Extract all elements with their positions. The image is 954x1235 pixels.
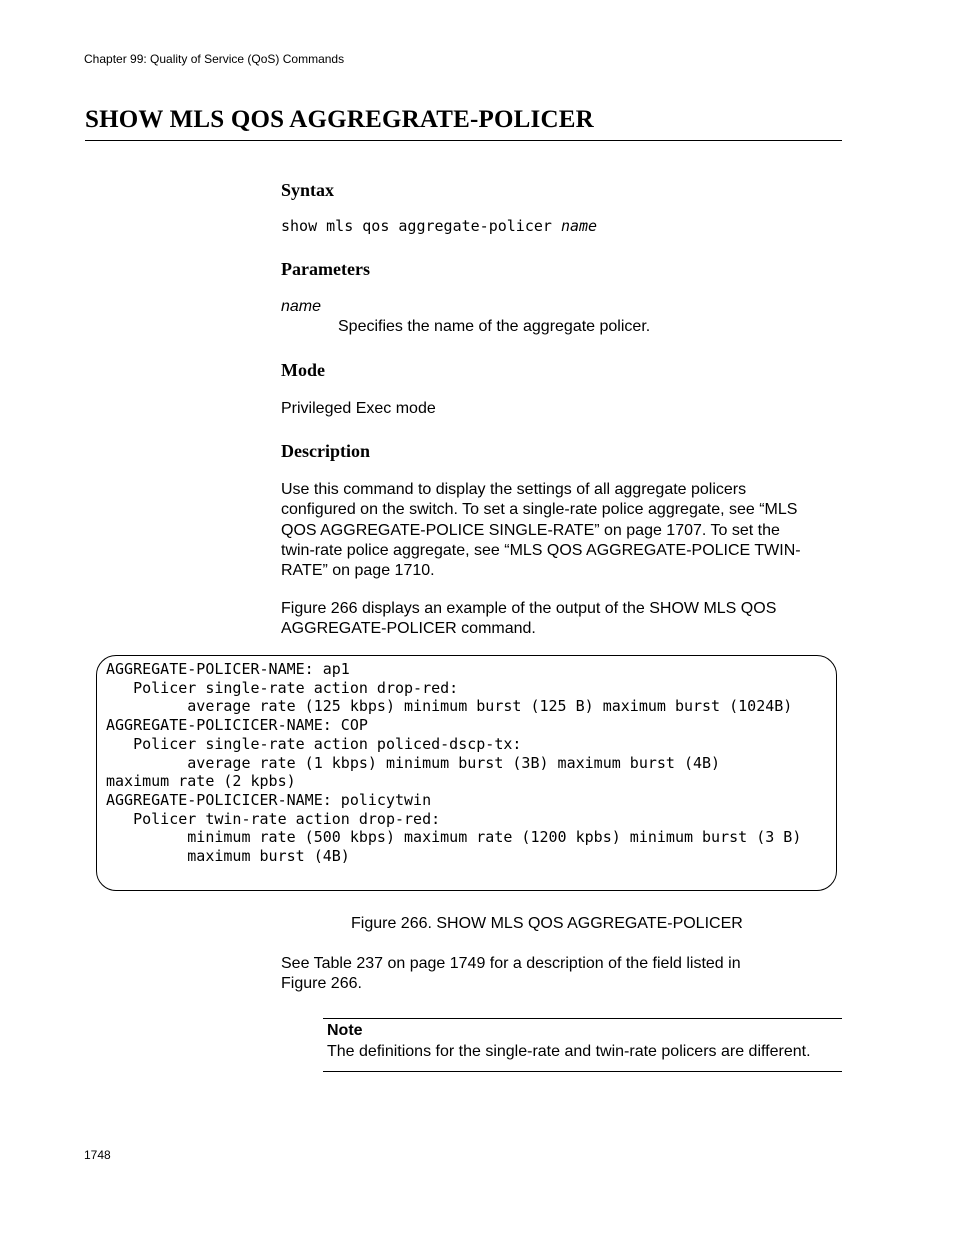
description-line: QOS AGGREGATE-POLICE SINGLE-RATE” on page 1707. To set the bbox=[281, 521, 780, 539]
code-line: AGGREGATE-POLICICER-NAME: policytwin bbox=[106, 790, 432, 809]
title-rule bbox=[85, 140, 842, 141]
code-line: maximum burst (4B) bbox=[106, 847, 350, 866]
code-line: average rate (1 kbps) minimum burst (3B) maximum burst (4B) bbox=[106, 753, 721, 772]
code-line: average rate (125 kbps) minimum burst (125 B) maximum burst (1024B) bbox=[106, 697, 793, 716]
page-title: SHOW MLS QOS AGGREGRATE-POLICER bbox=[85, 106, 594, 133]
figure-code-block bbox=[106, 660, 801, 866]
note-rule-top bbox=[323, 1018, 842, 1019]
code-line: AGGREGATE-POLICICER-NAME: COP bbox=[106, 716, 368, 735]
see-also-paragraph bbox=[281, 954, 844, 995]
description-line: RATE” on page 1710. bbox=[281, 562, 435, 580]
figure-caption: Figure 266. SHOW MLS QOS AGGREGATE-POLICER bbox=[351, 915, 743, 932]
parameter-name: name bbox=[281, 298, 322, 315]
description-line: Use this command to display the settings of all aggregate policers bbox=[281, 481, 747, 498]
code-line: minimum rate (500 kbps) maximum rate (1200 kpbs) minimum burst (3 B) bbox=[106, 828, 802, 847]
syntax-heading: Syntax bbox=[281, 180, 335, 200]
see-also-line: See Table 237 on page 1749 for a description of the field listed in bbox=[281, 955, 741, 972]
note-text: The definitions for the single-rate and twin-rate policers are different. bbox=[327, 1043, 811, 1060]
note-rule-bottom bbox=[323, 1071, 842, 1072]
see-also-line: Figure 266. bbox=[281, 975, 362, 993]
mode-heading: Mode bbox=[281, 360, 325, 380]
description-paragraph bbox=[281, 480, 844, 581]
description-line: configured on the switch. To set a single-rate police aggregate, see “MLS bbox=[281, 501, 798, 519]
running-header: Chapter 99: Quality of Service (QoS) Commands bbox=[84, 52, 345, 66]
mode-text: Privileged Exec mode bbox=[281, 400, 436, 417]
note-label: Note bbox=[327, 1022, 363, 1039]
description-heading: Description bbox=[281, 441, 370, 461]
page-number: 1748 bbox=[84, 1148, 111, 1162]
figure-intro-paragraph bbox=[281, 599, 844, 640]
parameter-description: Specifies the name of the aggregate policer. bbox=[338, 318, 651, 335]
figure-intro-line: AGGREGATE-POLICER command. bbox=[281, 620, 536, 638]
syntax-command bbox=[281, 217, 597, 235]
code-line: Policer twin-rate action drop-red: bbox=[106, 809, 441, 828]
parameters-heading: Parameters bbox=[281, 259, 370, 279]
description-line: twin-rate police aggregate, see “MLS QOS AGGREGATE-POLICE TWIN- bbox=[281, 541, 801, 559]
code-line: Policer single-rate action drop-red: bbox=[106, 678, 459, 697]
syntax-argument: name bbox=[560, 217, 598, 235]
code-line: AGGREGATE-POLICER-NAME: ap1 bbox=[106, 660, 350, 678]
code-line: Policer single-rate action policed-dscp-tx: bbox=[106, 734, 522, 753]
syntax-command-text: show mls qos aggregate-policer bbox=[281, 217, 561, 235]
code-line: maximum rate (2 kpbs) bbox=[106, 772, 296, 791]
figure-intro-line: Figure 266 displays an example of the output of the SHOW MLS QOS bbox=[281, 600, 777, 617]
